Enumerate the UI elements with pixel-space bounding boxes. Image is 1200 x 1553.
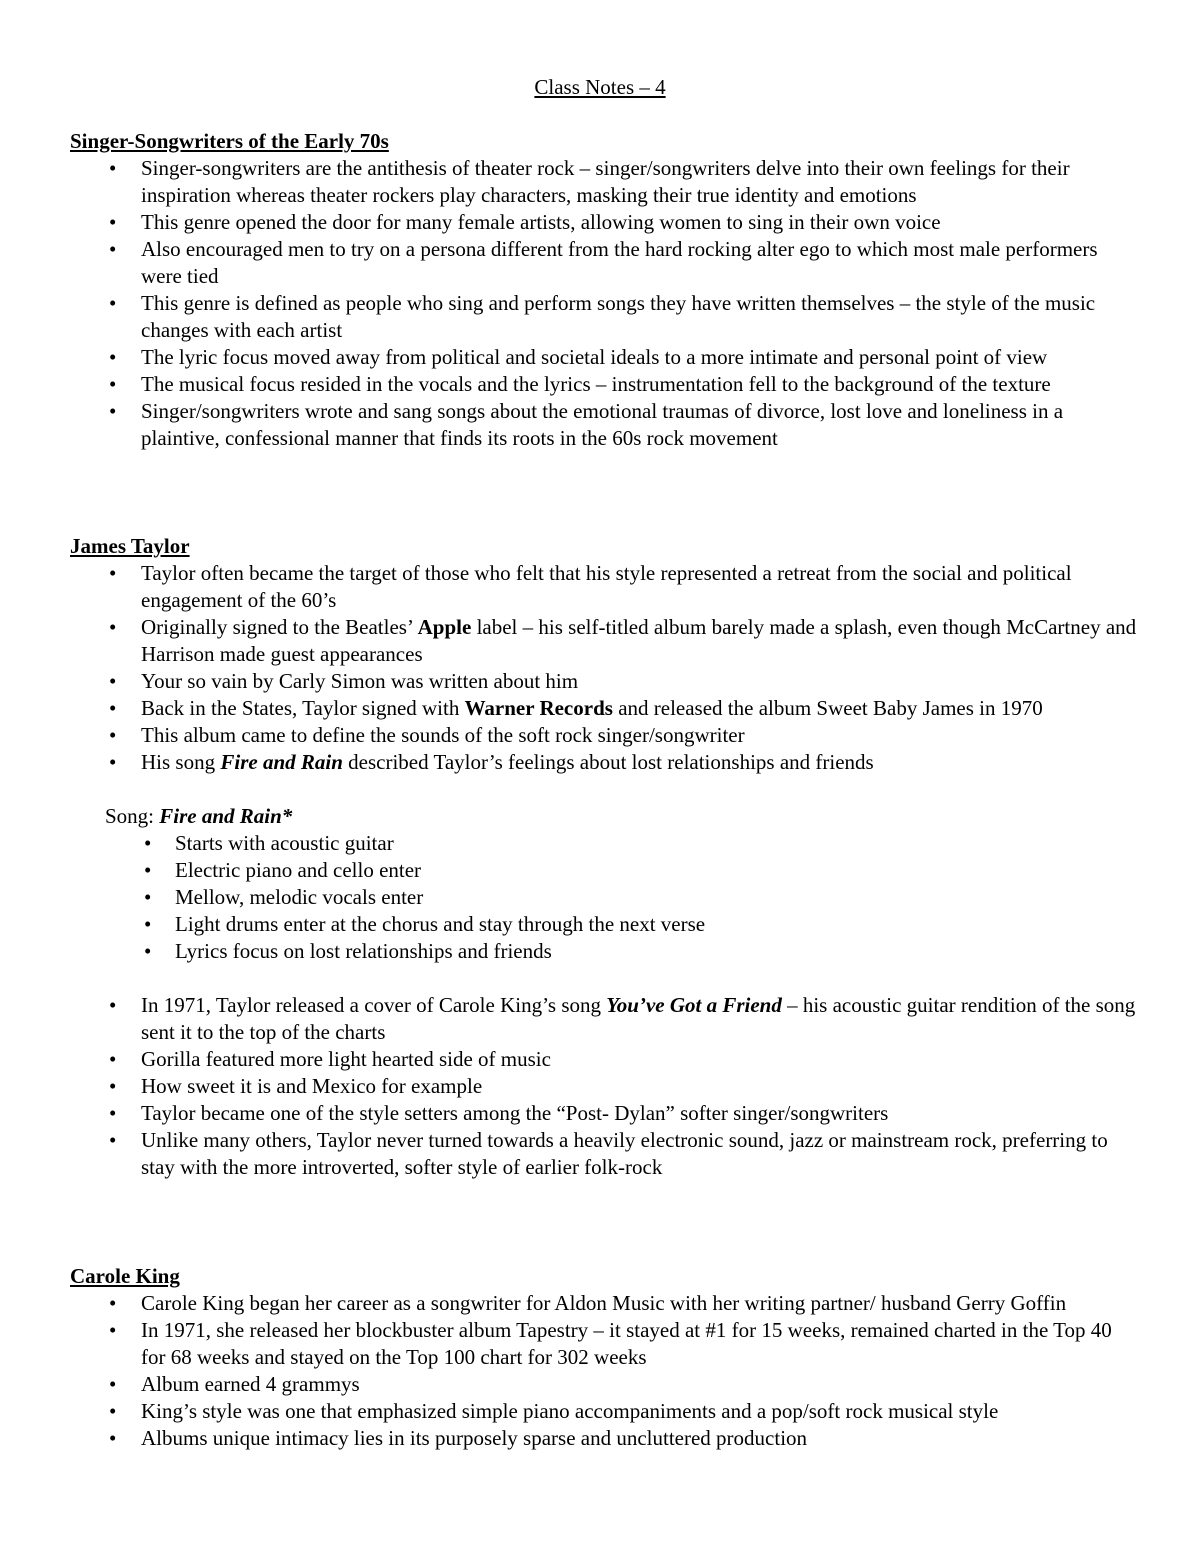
bullet-list: [70, 560, 1140, 776]
list-item: • Singer-songwriters are the antithesis of theater rock – singer/songwriters delve into their own feelings for their inspiration whereas theater rockers play characters, masking their true identity and emotions: [70, 155, 1140, 209]
text-run: In 1971, Taylor released a cover of Carole King’s song: [141, 993, 607, 1017]
list-item: [70, 749, 1140, 776]
list-item: • Album earned 4 grammys: [70, 1371, 1140, 1398]
list-item: • The musical focus resided in the vocals and the lyrics – instrumentation fell to the background of the texture: [70, 371, 1140, 398]
list-item: • Light drums enter at the chorus and stay through the next verse: [70, 911, 1140, 938]
song-label: Song:: [105, 804, 160, 828]
list-item: • Taylor often became the target of those who felt that his style represented a retreat from the social and political engagement of the 60’s: [70, 560, 1140, 614]
list-item: • Starts with acoustic guitar: [70, 830, 1140, 857]
list-item: • Unlike many others, Taylor never turned towards a heavily electronic sound, jazz or mainstream rock, preferring to stay with the more introverted, softer style of earlier folk-rock: [70, 1127, 1140, 1181]
song-title-fire-and-rain: Fire and Rain: [220, 750, 343, 774]
text-run: His song: [141, 750, 221, 774]
section-heading: James Taylor: [70, 534, 190, 558]
list-item: • Also encouraged men to try on a persona different from the hard rocking alter ego to which most male performers were tied: [70, 236, 1140, 290]
song-bullet-list: [70, 830, 1140, 965]
song-title-youve-got-a-friend: You’ve Got a Friend: [606, 993, 782, 1017]
list-item: • This genre opened the door for many female artists, allowing women to sing in their own voice: [70, 209, 1140, 236]
bullet-list: [70, 992, 1140, 1181]
section-singer-songwriters: [70, 128, 1140, 452]
section-james-taylor: [70, 533, 1140, 1181]
list-item: • King’s style was one that emphasized simple piano accompaniments and a pop/soft rock musical style: [70, 1398, 1140, 1425]
list-item: • Your so vain by Carly Simon was written about him: [70, 668, 1140, 695]
bold-label-apple: Apple: [417, 615, 472, 639]
bullet-list: [70, 155, 1140, 452]
list-item: • Taylor became one of the style setters among the “Post- Dylan” softer singer/songwriters: [70, 1100, 1140, 1127]
text-run: and released the album Sweet Baby James in 1970: [612, 696, 1043, 720]
list-item: [70, 695, 1140, 722]
song-title: Fire and Rain*: [159, 804, 293, 828]
bullet-list: [70, 1290, 1140, 1452]
list-item: • This album came to define the sounds of the soft rock singer/songwriter: [70, 722, 1140, 749]
list-item: • The lyric focus moved away from political and societal ideals to a more intimate and personal point of view: [70, 344, 1140, 371]
section-heading: Carole King: [70, 1264, 180, 1288]
list-item: • Carole King began her career as a songwriter for Aldon Music with her writing partner/ husband Gerry Goffin: [70, 1290, 1140, 1317]
list-item: • Lyrics focus on lost relationships and friends: [70, 938, 1140, 965]
list-item: • Electric piano and cello enter: [70, 857, 1140, 884]
list-item: • Singer/songwriters wrote and sang songs about the emotional traumas of divorce, lost love and loneliness in a plaintive, confessional manner that finds its roots in the 60s rock movement: [70, 398, 1140, 452]
list-item: • In 1971, she released her blockbuster album Tapestry – it stayed at #1 for 15 weeks, remained charted in the Top 40 for 68 weeks and stayed on the Top 100 chart for 302 weeks: [70, 1317, 1140, 1371]
list-item: [70, 614, 1140, 668]
list-item: • This genre is defined as people who sing and perform songs they have written themselves – the style of the music changes with each artist: [70, 290, 1140, 344]
page-title: Class Notes – 4: [534, 75, 666, 99]
text-run: described Taylor’s feelings about lost relationships and friends: [342, 750, 874, 774]
section-heading: Singer-Songwriters of the Early 70s: [70, 129, 389, 153]
list-item: • How sweet it is and Mexico for example: [70, 1073, 1140, 1100]
list-item: • Albums unique intimacy lies in its purposely sparse and uncluttered production: [70, 1425, 1140, 1452]
list-item: • Mellow, melodic vocals enter: [70, 884, 1140, 911]
text-run: label – his self-titled album barely made a splash, even though McCartney and Harrison made guest appearances: [141, 615, 1137, 666]
song-intro: [70, 803, 1140, 830]
spacer: [70, 965, 1140, 992]
bold-label-warner: Warner Records: [464, 696, 613, 720]
list-item: [70, 992, 1140, 1046]
section-carole-king: [70, 1263, 1140, 1452]
list-item: • Gorilla featured more light hearted side of music: [70, 1046, 1140, 1073]
text-run: – his acoustic guitar rendition of the song sent it to the top of the charts: [141, 993, 1136, 1044]
text-run: Back in the States, Taylor signed with: [141, 696, 465, 720]
text-run: Originally signed to the Beatles’: [141, 615, 418, 639]
